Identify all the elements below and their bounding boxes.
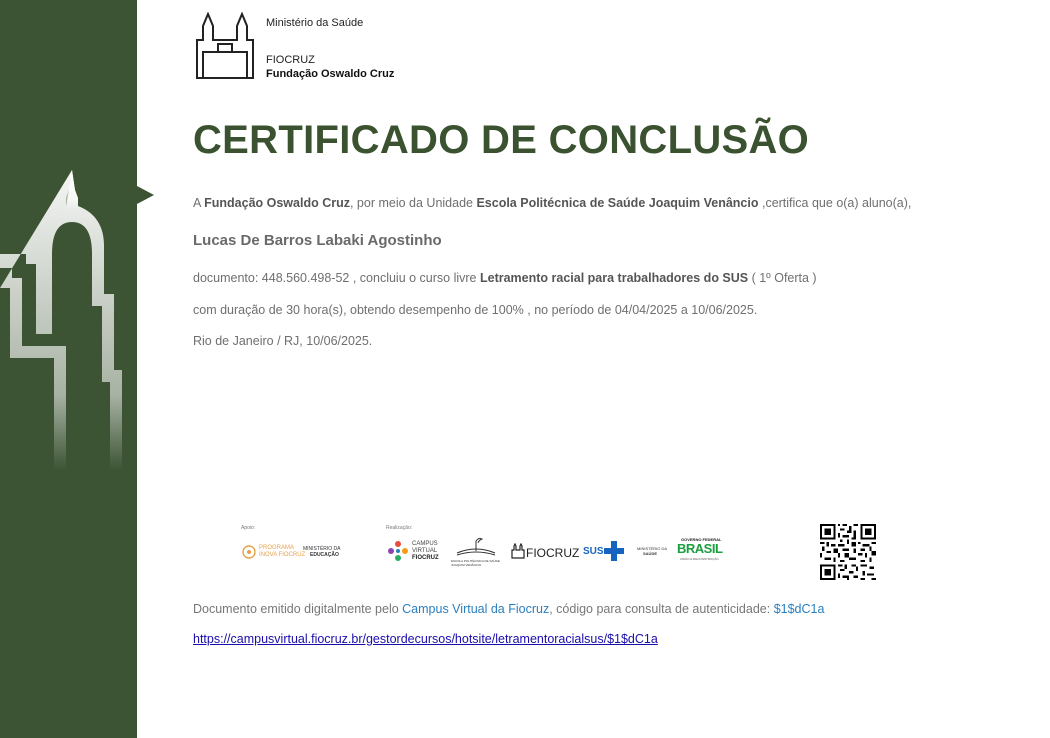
course-name: Letramento racial para trabalhadores do SUS — [479, 271, 749, 285]
fiocruz-small-label: FIOCRUZ — [526, 546, 580, 560]
fiocruz-small-logo-icon — [511, 543, 525, 559]
gov-line2: UNIÃO E RECONSTRUÇÃO — [680, 557, 719, 561]
fiocruz-label: FIOCRUZ — [266, 54, 315, 66]
intro-line — [193, 196, 911, 210]
certificate-title: CERTIFICADO DE CONCLUSÃO — [193, 118, 810, 162]
document-line — [193, 271, 817, 285]
duration-line: com duração de 30 hora(s), obtendo desempenho de 100% , no período de 04/04/2025 a 10/06/2025. — [193, 303, 758, 317]
mec-line1: MINISTÉRIO DA — [303, 546, 341, 552]
intro-prefix: A — [193, 196, 205, 210]
programa-label: PROGRAMA — [259, 545, 295, 551]
intro-suffix: ,certifica que o(a) aluno(a), — [758, 196, 912, 210]
digital-prefix: Documento emitido digitalmente pelo — [193, 602, 403, 616]
sidebar-notch — [137, 186, 154, 204]
digital-issuance-line — [193, 602, 824, 616]
campus-line2: VIRTUAL — [412, 548, 438, 554]
verification-url-link[interactable]: https://campusvirtual.fiocruz.br/gestordecursos/hotsite/letramentoracialsus/$1$dC1a — [193, 632, 658, 646]
mec-line2: EDUCAÇÃO — [310, 552, 339, 558]
gov-brasil — [677, 542, 722, 556]
ms-line2: SAÚDE — [643, 551, 658, 556]
gov-line1: GOVERNO FEDERAL — [681, 537, 722, 542]
campus-line1: CAMPUS — [412, 541, 438, 547]
authenticity-code: $1$dC1a — [773, 602, 825, 616]
campus-virtual-logo-icon — [386, 539, 410, 563]
document-suffix: ( 1º Oferta ) — [748, 271, 817, 285]
sus-label: SUS — [583, 546, 604, 557]
inova-label: INOVA FIOCRUZ — [259, 552, 306, 558]
support-label: Apoio: — [241, 525, 256, 531]
fiocruz-castle-logo-icon — [194, 12, 256, 80]
document-prefix: documento: 448.560.498-52 , concluiu o curso livre — [193, 271, 480, 285]
intro-middle: , por meio da Unidade — [349, 196, 477, 210]
campus-virtual-link[interactable]: Campus Virtual da Fiocruz — [402, 602, 550, 616]
gov-brasil-text: BRASIL — [677, 541, 723, 556]
epsjv-logo-icon — [453, 535, 499, 557]
qr-code-icon — [820, 524, 876, 580]
unit-name: Escola Politécnica de Saúde Joaquim Venâncio — [476, 196, 759, 210]
sus-cross-icon — [603, 540, 625, 562]
campus-line3: FIOCRUZ — [412, 555, 439, 561]
realization-label: Realização: — [386, 525, 413, 531]
place-date-line: Rio de Janeiro / RJ, 10/06/2025. — [193, 334, 373, 348]
foundation-label: Fundação Oswaldo Cruz — [266, 68, 395, 80]
epsjv-label: ESCOLA POLITÉCNICA DE SAÚDE JOAQUIM VENÂNCIO — [451, 559, 500, 567]
student-name: Lucas De Barros Labaki Agostinho — [193, 232, 442, 249]
inova-fiocruz-logo-icon — [241, 543, 257, 561]
decorative-sidebar — [0, 0, 137, 738]
ms-line1: MINISTÉRIO DA — [637, 546, 668, 551]
digital-middle: , código para consulta de autenticidade: — [549, 602, 774, 616]
ministry-label: Ministério da Saúde — [266, 17, 364, 29]
institution-name: Fundação Oswaldo Cruz — [204, 196, 350, 210]
castle-silhouette-icon — [0, 170, 137, 470]
